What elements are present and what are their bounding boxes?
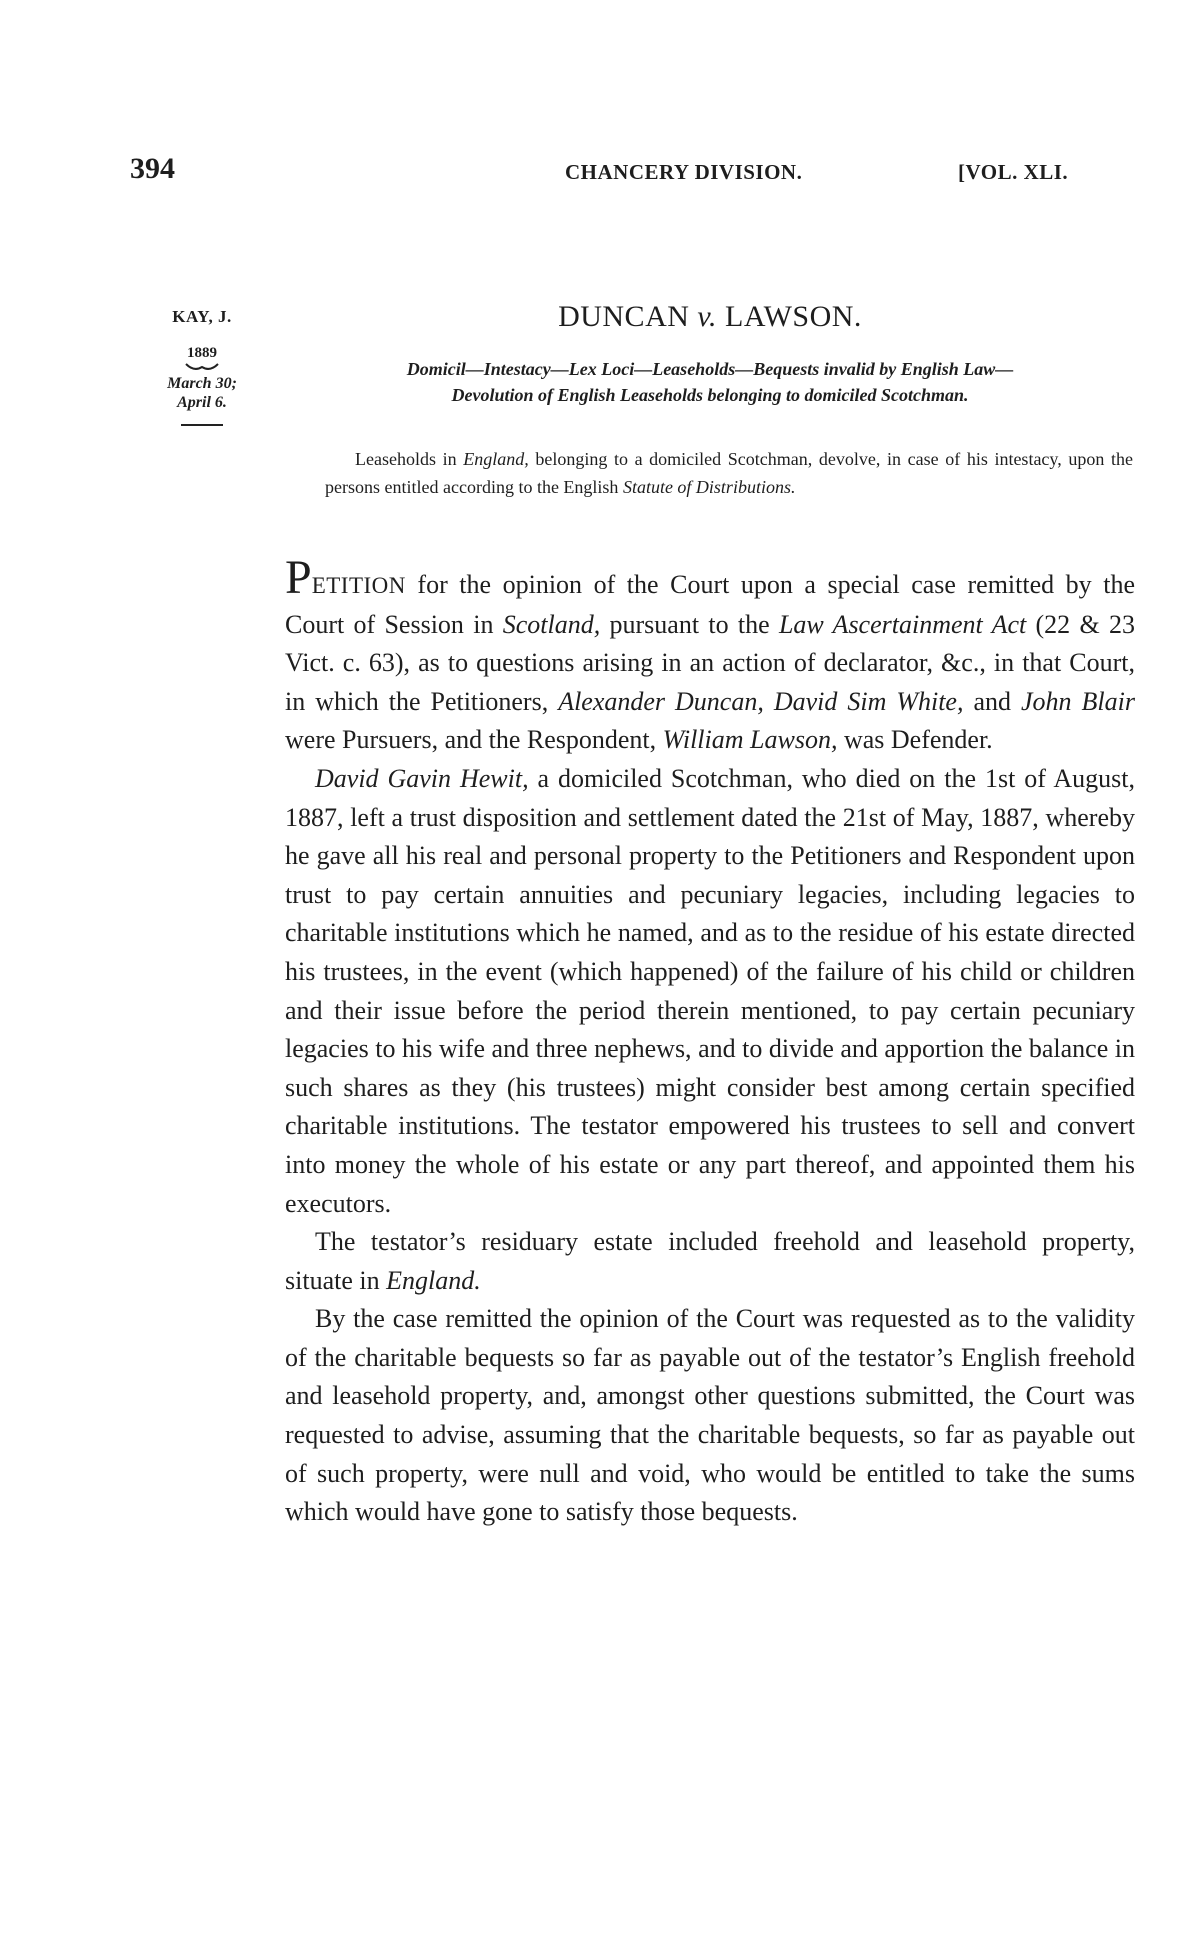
headnote	[325, 445, 1133, 501]
volume-label: [VOL. XLI.	[958, 160, 1069, 184]
party-2: LAWSON.	[725, 300, 862, 333]
small-caps: ETITION	[311, 573, 406, 598]
paragraph-case-remitted	[285, 1300, 1135, 1532]
margin-note	[152, 307, 252, 426]
party-1: DUNCAN	[558, 300, 690, 333]
headnote-text-2: belonging to a domiciled Scotchman, devolve, in case of his intestacy, upon the persons entitled according to the English	[325, 449, 1133, 497]
p1-text-3: (22 & 23 Vict. c. 63), as to questions arising in an action of declarator, &c., in that Court, in which the Petitioners,	[285, 609, 1135, 716]
headnote-italic-2: Statute of Distributions.	[622, 477, 796, 497]
catchwords	[285, 356, 1135, 408]
body-text	[285, 551, 1136, 1532]
catchwords-line-2: Devolution of English Leaseholds belonging to domiciled Scotchman.	[451, 385, 969, 405]
p1-italic-2: Law Ascertainment Act	[778, 609, 1027, 639]
headnote-italic-1: England,	[463, 449, 529, 469]
drop-cap: P	[285, 551, 312, 604]
p1-text-1: for the opinion of the Court upon a special case remitted by the Court of Session in	[285, 570, 1135, 639]
p1-italic-1: Scotland,	[502, 609, 601, 639]
p3-text-1: The testator’s residuary estate included freehold and leasehold property, situate in	[285, 1227, 1135, 1295]
page-header	[130, 152, 1140, 192]
brace-icon	[185, 362, 219, 372]
headnote-text-1: Leaseholds in	[355, 449, 464, 469]
p1-text-2: pursuant to the	[600, 609, 779, 639]
p2-text-1: a domiciled Scotchman, who died on the 1st of August, 1887, left a trust disposition and settlement dated the 21st of May, 1887, whereby he gave all his real and personal property to the Petitioners and Respondent upon trust to pay certain annuities and pecuniary legacies, including legacies to charitable institutions which he named, and as to the residue of his estate directed his trustees, in the event (which happened) of the failure of his child or children and their issue before the period therein mentioned, to pay certain pecuniary legacies to his wife and three nephews, and to divide and apportion the balance in such shares as they (his trustees) might consider best among certain specified charitable institutions. The testator empowered his trustees to sell and convert into money the whole of his estate or any part thereof, and appointed them his executors.	[285, 763, 1136, 1218]
p1-italic-3: Alexander Duncan, David Sim White,	[558, 686, 964, 716]
year: 1889	[187, 345, 217, 361]
p3-italic-1: England.	[386, 1265, 481, 1295]
case-title	[285, 300, 1135, 334]
judge-name: KAY, J.	[172, 307, 232, 326]
catchwords-line-1: Domicil—Intestacy—Lex Loci—Leaseholds—Bequests invalid by English Law—	[406, 359, 1014, 379]
p1-text-6: was Defender.	[837, 725, 993, 755]
running-title: CHANCERY DIVISION.	[565, 160, 803, 184]
versus: v.	[697, 300, 717, 333]
date-line-1: March 30;	[167, 375, 237, 392]
p2-italic-1: David Gavin Hewit,	[315, 763, 529, 793]
paragraph-residuary	[285, 1223, 1135, 1300]
p4-text-1: By the case remitted the opinion of the Court was requested as to the validity of the charitable bequests so far as payable out of the testator’s English freehold and leasehold property, and, amongst other questions submitted, the Court was requested to advise, assuming that the charitable bequests, so far as payable out of such property, were null and void, who would be entitled to take the sums which would have gone to satisfy those bequests.	[285, 1304, 1135, 1527]
page-number: 394	[130, 152, 175, 185]
paragraph-petition	[285, 551, 1135, 760]
paragraph-testator	[285, 760, 1135, 1223]
date-line-2: April 6.	[177, 394, 227, 411]
margin-rule	[181, 424, 223, 426]
p1-text-5: were Pursuers, and the Respondent,	[285, 725, 663, 755]
p1-text-4: and	[963, 686, 1021, 716]
p1-italic-4: John Blair	[1021, 686, 1135, 716]
p1-italic-5: William Lawson,	[662, 725, 838, 755]
brace-ornament	[152, 362, 252, 374]
